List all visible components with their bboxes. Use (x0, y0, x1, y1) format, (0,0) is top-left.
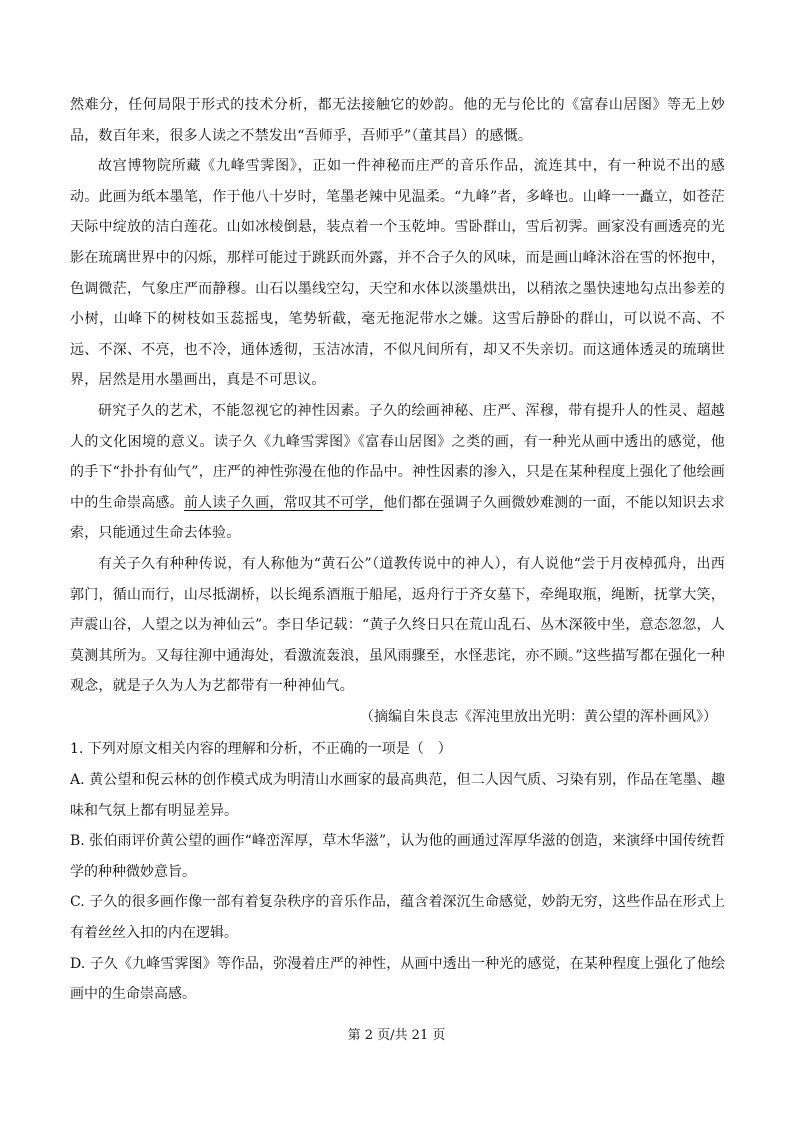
paragraph-legends: 有关子久有种种传说，有人称他为“黄石公”（道教传说中的神人），有人说他“尝于月夜棹孤舟，出西郭门，循山而行，山尽抵湖桥，以长绳系酒瓶于船尾，返舟行于齐女墓下，牵绳取瓶，绳断，抚掌大笑，声震山谷，人望之以为神仙云”。李日华记载：“黄子久终日只在荒山乱石、丛木深筱中坐，意态忽忽，人莫测其所为。又每往泖中通海处，看激流轰浪，虽风雨骤至，水怪悲诧，亦不顾。”这些描写都在强化一种观念，就是子久为人为艺都带有一种神仙气。 (70, 555, 725, 695)
option-b: B. 张伯雨评价黄公望的画作“峰峦浑厚，草木华滋”，认为他的画通过浑厚华滋的创造，来演绎中国传统哲学的种种微妙意旨。 (70, 833, 725, 880)
paragraph-divinity-part2: 他们都在强调子久画微妙难测的一面，不能以知识去求索，只能通过生命去体验。 (70, 494, 725, 542)
option-d: D. 子久《九峰雪霁图》等作品，弥漫着庄严的神性，从画中透出一种光的感觉，在某种程度上强化了他绘画中的生命崇高感。 (70, 955, 725, 1003)
question-stem: 1. 下列对原文相关内容的理解和分析，不正确的一项是（ ） (70, 741, 452, 758)
paragraph-divinity-part1: 研究子久的艺术，不能忽视它的神性因素。子久的绘画神秘、庄严、浑穆，带有提升人的性灵、超越人的文化困境的意义。读子久《九峰雪霁图》《富春山居图》之类的画，有一种光从画中透出的感觉，他的手下“扑扑有仙气”，庄严的神性弥漫在他的作品中。神性因素的渗入，只是在某种程度上强化了他绘画中的生命崇高感。 (70, 402, 725, 511)
paragraph-divinity (70, 396, 725, 549)
page-footer: 第 2 页/共 21 页 (347, 1028, 446, 1043)
document-body (70, 90, 725, 1010)
option-c: C. 子久的很多画作像一部有着复杂秩序的音乐作品，蕴含着深沉生命感觉，妙韵无穷，这些作品在形式上有着丝丝入扣的内在逻辑。 (70, 894, 725, 942)
paragraph-continued: 然难分，任何局限于形式的技术分析，都无法接触它的妙韵。他的无与伦比的《富春山居图》等无上妙品，数百年来，很多人读之不禁发出“吾师乎，吾师乎”（董其昌）的感慨。 (70, 97, 725, 144)
option-a: A. 黄公望和倪云林的创作模式成为明清山水画家的最高典范，但二人因气质、习染有别，作品在笔墨、趣味和气氛上都有明显差异。 (70, 772, 725, 819)
source-citation: （摘编自朱良志《浑沌里放出光明：黄公望的浑朴画风》） (360, 708, 717, 725)
paragraph-jiufeng-painting: 故宫博物院所藏《九峰雪霁图》，正如一件神秘而庄严的音乐作品，流连其中，有一种说不出的感动。此画为纸本墨笔，作于他八十岁时，笔墨老辣中见温柔。“九峰”者，多峰也。山峰一一矗立，如苍茫天际中绽放的洁白莲花。山如冰棱倒悬，装点着一个玉乾坤。雪卧群山，雪后初霁。画家没有画透亮的光影在琉璃世界中的闪烁，那样可能过于跳跃而外露，并不合子久的风味，而是画山峰沐浴在雪的怀抱中，色调微茫，气象庄严而静穆。山石以墨线空勾，天空和水体以淡墨烘出，以稍浓之墨快速地勾点出参差的小树，山峰下的树枝如玉蕊摇曳，笔势斩截，毫无拖泥带水之嫌。这雪后静卧的群山，可以说不高、不远、不深、不亮，也不冷，通体透彻，玉洁冰清，不似凡间所有，却又不失亲切。而这通体透灵的琉璃世界，居然是用水墨画出，真是不可思议。 (70, 158, 725, 389)
underlined-sentence: 前人读子久画，常叹其不可学， (183, 494, 384, 511)
question-1 (70, 734, 725, 1009)
